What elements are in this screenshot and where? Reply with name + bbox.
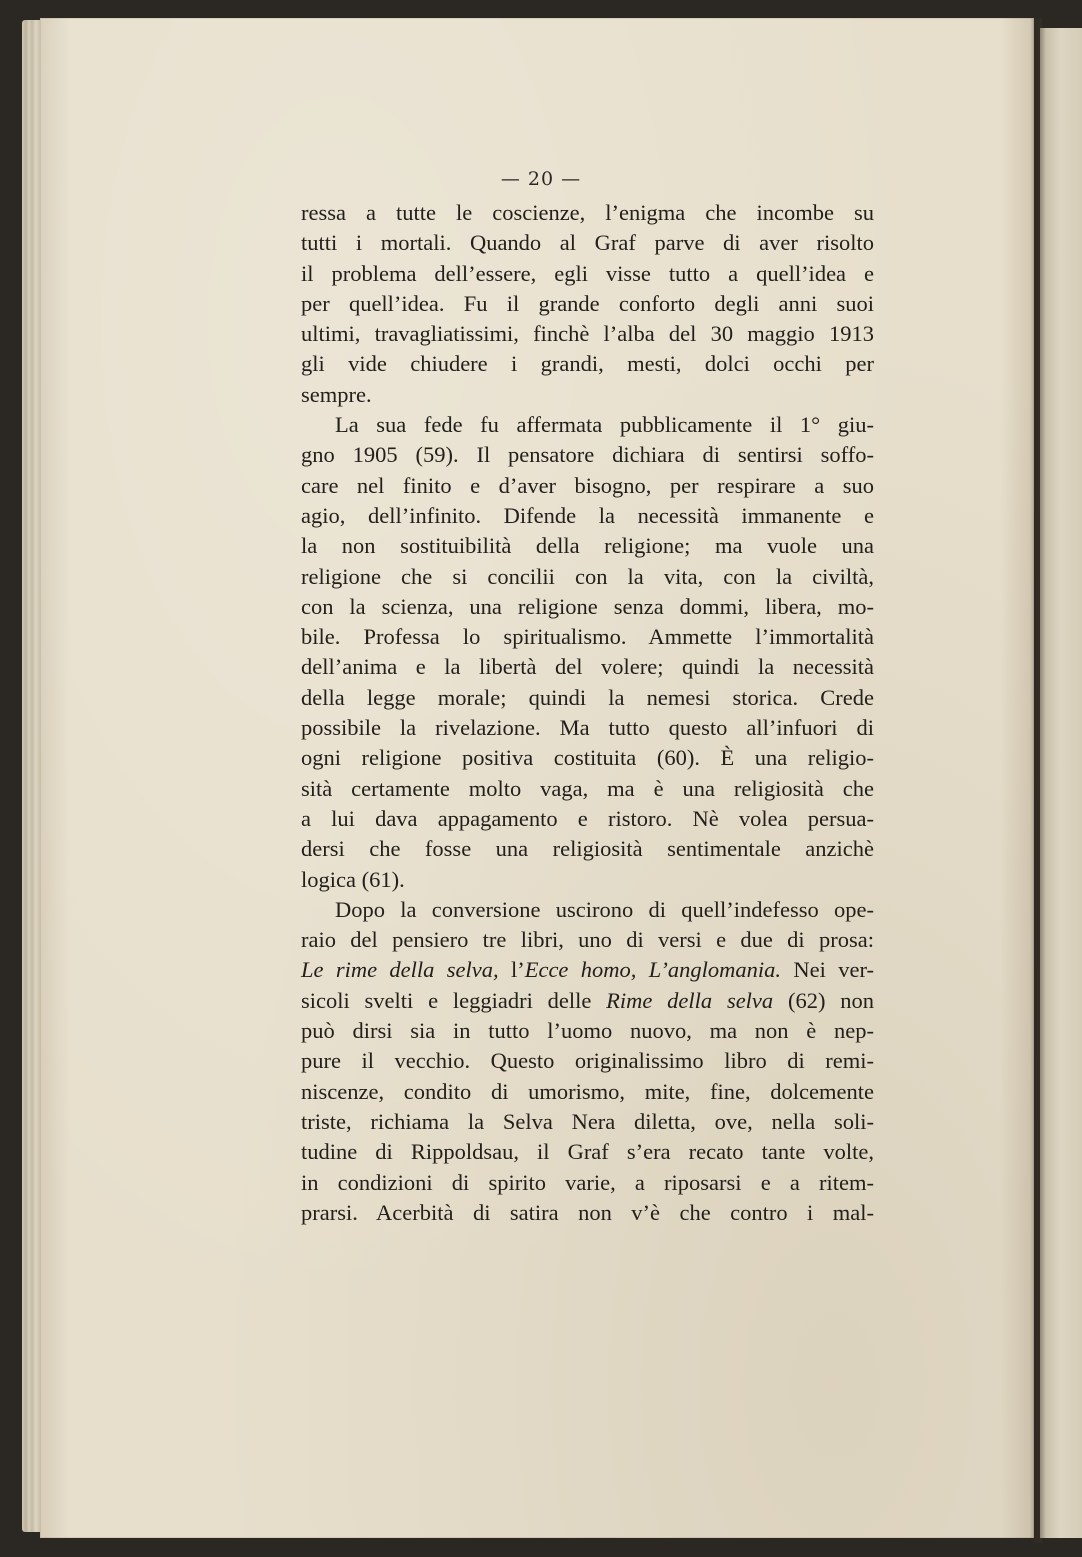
text-line: tudine di Rippoldsau, il Graf s’era recato tante volte, — [301, 1139, 874, 1165]
title-rime-della-selva-2: Rime della selva — [606, 987, 774, 1013]
text-line: in condizioni di spirito varie, a riposarsi e a ritem- — [301, 1169, 874, 1195]
text-line: niscenze, condito di umorismo, mite, fine, dolcemente — [301, 1078, 874, 1104]
text-line: care nel finito e d’aver bisogno, per respirare a suo — [301, 472, 874, 498]
text-line: triste, richiama la Selva Nera diletta, ove, nella soli- — [301, 1108, 874, 1134]
text-line: a lui dava appagamento e ristoro. Nè volea persua- — [301, 805, 874, 831]
text-line: possibile la rivelazione. Ma tutto questo all’infuori di — [301, 715, 874, 741]
text-line-italic-titles — [301, 955, 874, 985]
text-line: agio, dell’infinito. Difende la necessità immanente e — [301, 502, 874, 528]
text-line: religione che si concilii con la vita, con la civiltà, — [301, 563, 874, 589]
text-line: bile. Professa lo spiritualismo. Ammette l’immortalità — [301, 624, 874, 650]
text-line: gli vide chiudere i grandi, mesti, dolci occhi per — [301, 351, 874, 377]
text-line: prarsi. Acerbità di satira non v’è che contro i mal- — [301, 1199, 874, 1225]
title-anglomania: L’anglomania. — [648, 957, 782, 983]
body-text — [301, 198, 874, 1228]
text-line: la non sostituibilità della religione; ma vuole una — [301, 533, 874, 559]
facing-page-edge — [1040, 28, 1082, 1538]
text-line: sità certamente molto vaga, ma è una religiosità che — [301, 775, 874, 801]
text-line: per quell’idea. Fu il grande conforto degli anni suoi — [301, 290, 874, 316]
text-line: tutti i mortali. Quando al Graf parve di aver risolto — [301, 230, 874, 256]
text-line: con la scienza, una religione senza dommi, libera, mo- — [301, 593, 874, 619]
paragraph-lines-continued — [301, 1016, 874, 1228]
text-line: dersi che fosse una religiosità sentimentale anzichè — [301, 836, 874, 862]
text-line: ultimi, travagliatissimi, finchè l’alba del 30 maggio 1913 — [301, 321, 874, 347]
text-line-italic-title2 — [301, 986, 874, 1016]
text-line: pure il vecchio. Questo originalissimo libro di remi- — [301, 1048, 874, 1074]
text-line: il problema dell’essere, egli visse tutto a quell’idea e — [301, 260, 874, 286]
article-l: l’ — [510, 957, 525, 983]
line-tail: Nei ver- — [793, 957, 874, 983]
line-head: sicoli svelti e leggiadri delle — [301, 987, 592, 1013]
text-line: ogni religione positiva costituita (60). È una religio- — [301, 745, 874, 771]
text-line: gno 1905 (59). Il pensatore dichiara di sentirsi soffo- — [301, 442, 874, 468]
text-line: della legge morale; quindi la nemesi storica. Crede — [301, 684, 874, 710]
paragraph-lines — [301, 198, 874, 955]
text-line: dell’anima e la libertà del volere; quindi la necessità — [301, 654, 874, 680]
title-ecce-homo: Ecce homo, — [524, 957, 637, 983]
text-line: La sua fede fu affermata pubblicamente il 1° giu- — [335, 412, 874, 438]
text-line: sempre. — [301, 381, 372, 407]
text-line: Dopo la conversione uscirono di quell’indefesso ope- — [335, 896, 874, 922]
text-line: raio del pensiero tre libri, uno di versi e due di prosa: — [301, 927, 874, 953]
page-number: — 20 — — [500, 168, 582, 190]
text-line: può dirsi sia in tutto l’uomo nuovo, ma non è nep- — [301, 1018, 874, 1044]
line-tail-2: (62) non — [787, 987, 874, 1013]
text-line: logica (61). — [301, 866, 405, 892]
title-rime-della-selva: Le rime della selva, — [301, 957, 499, 983]
text-line: ressa a tutte le coscienze, l’enigma che incombe su — [301, 200, 874, 225]
